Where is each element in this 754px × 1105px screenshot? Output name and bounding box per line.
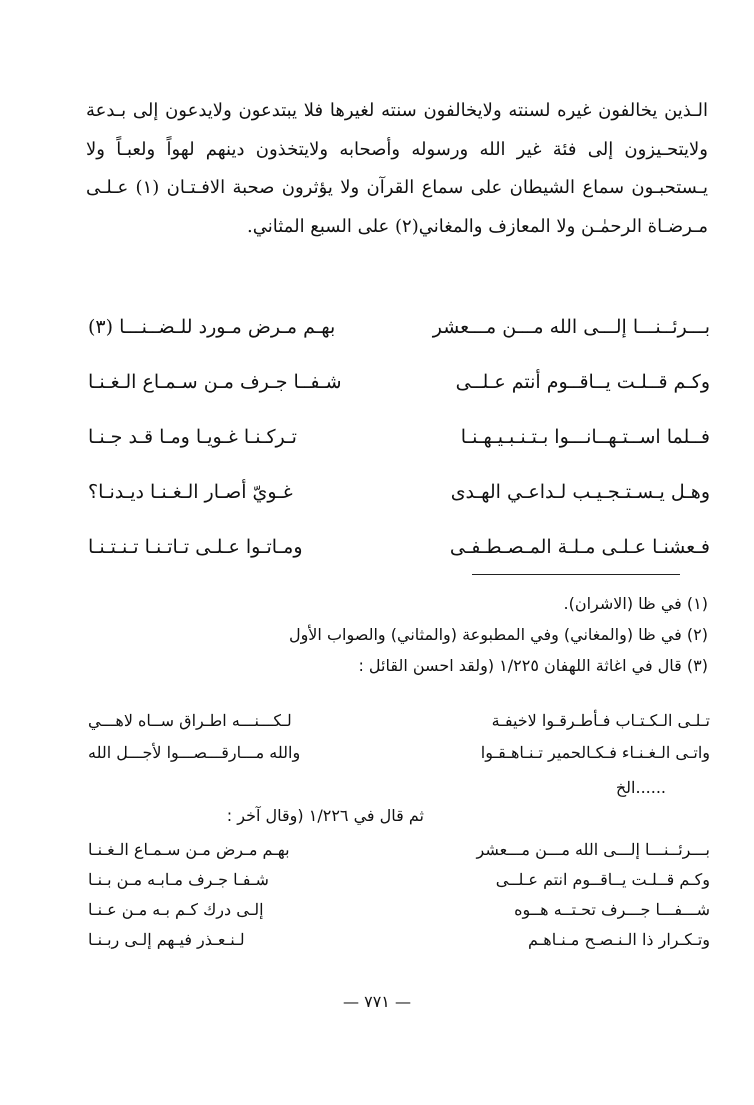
verse-first-hemistich: تـلـى الـكـتـاب فـأطـرقـوا لاخيفـة	[491, 711, 710, 730]
verse-first-hemistich: وكـم قــلـت يــاقــوم أنتم عـلــى	[455, 371, 710, 393]
footnote-1: (١) في ظا (الاشران).	[563, 594, 708, 613]
verse-second-hemistich: شـفــا جـرف مـن سـمـاع الـغـنـا	[88, 371, 342, 393]
page-number: — ٧٧١ —	[343, 992, 411, 1011]
poem-main	[88, 316, 710, 591]
verse-first-hemistich: واتـى الـغـنـاء فـكـالحمير تـنـاهـقـوا	[480, 743, 710, 762]
verse-second-hemistich: لـنـعـذر فيـهم إلـى ربـنـا	[88, 930, 245, 949]
verse-second-hemistich: غـويّ أصـار الـغـنـا ديـدنـا؟	[88, 481, 293, 503]
verse-second-hemistich: بهـم مـرض مـورد للـضــنـــا (٣)	[88, 316, 336, 338]
verse-first-hemistich: بـــرئــنـــا إلـــى الله مـــن مـــعشر	[432, 316, 710, 338]
poem-verse	[88, 426, 710, 481]
poem-verse	[88, 711, 710, 743]
verse-second-hemistich: تـركـنـا غـويـا ومـا قـد جـنـا	[88, 426, 297, 448]
footnotes	[240, 588, 708, 681]
poem-verse	[88, 900, 710, 930]
poem-verse	[88, 840, 710, 870]
verse-first-hemistich: شـــفـــا جـــرف تحـتــه هــوه	[514, 900, 710, 919]
verse-first-hemistich: وكـم قــلـت يــاقــوم انتم عـلــى	[495, 870, 710, 889]
verse-second-hemistich: لـكـــنـــه اطـراق ســاه لاهـــي	[88, 711, 292, 730]
poem-verse	[88, 870, 710, 900]
footnote-3: (٣) قال في اغاثة اللهفان ١/٢٢٥ (ولقد احسن القائل :	[358, 656, 708, 675]
verse-first-hemistich: بـــرئــنـــا إلـــى الله مـــن مـــعشر	[476, 840, 710, 859]
poem-verse	[88, 371, 710, 426]
verse-first-hemistich: فـعشنـا عـلـى مـلـة المـصـطـفـى	[449, 536, 710, 558]
poem-verse	[88, 536, 710, 591]
verse-second-hemistich: شـفـا جـرف مـابـه مـن بـنـا	[88, 870, 269, 889]
footnote-2: (٢) في ظا (والمغاني) وفي المطبوعة (والمثاني) والصواب الأول	[288, 625, 708, 644]
verse-second-hemistich: ومـاتـوا عـلـى تـاتـنـا تـنـتـنـا	[88, 536, 303, 558]
verse-second-hemistich: بهـم مـرض مـن سـمـاع الـغـنـا	[88, 840, 290, 859]
verse-first-hemistich: فــلما اســتـهــانـــوا بـتـنـبـيـهـنـا	[460, 426, 710, 448]
footnote-separator	[472, 574, 680, 575]
footnote-poem-1	[88, 711, 710, 775]
verse-first-hemistich: وتـكـرار ذا الـنـصـح مـنـاهـم	[527, 930, 710, 949]
verse-second-hemistich: إلـى درك كـم بـه مـن عـنـا	[88, 900, 264, 919]
footnote-poem-2	[88, 840, 710, 960]
intro-paragraph: الـذين يخالفون غيره لسنته ولايخالفون سنته لغيرها فلا يبتدعون ولايدعون إلى بـدعة ولايتحـيزون إلى فئة غير الله ورسوله وأصحابه ولايتخذون دينهم لهواً ولعبـاً ولا يـستحبـون سماع الشيطان على سماع القرآن ولا يؤثرون صحبة الافـتـان (١) عـلـى مـرضـاة الرحمٰـن ولا المعازف والمغاني(٢) على السبع المثاني.	[86, 100, 708, 237]
poem-verse	[88, 481, 710, 536]
etc-marker: ......الخ	[615, 778, 666, 797]
second-quote-intro: ثم قال في ١/٢٢٦ (وقال آخر :	[226, 806, 424, 825]
poem-verse	[88, 743, 710, 775]
verse-second-hemistich: والله مـــارقـــصـــوا لأجـــل الله	[88, 743, 301, 762]
verse-first-hemistich: وهـل يـسـتـجـيـب لـداعـي الهـدى	[450, 481, 710, 503]
poem-verse	[88, 930, 710, 960]
poem-verse	[88, 316, 710, 371]
